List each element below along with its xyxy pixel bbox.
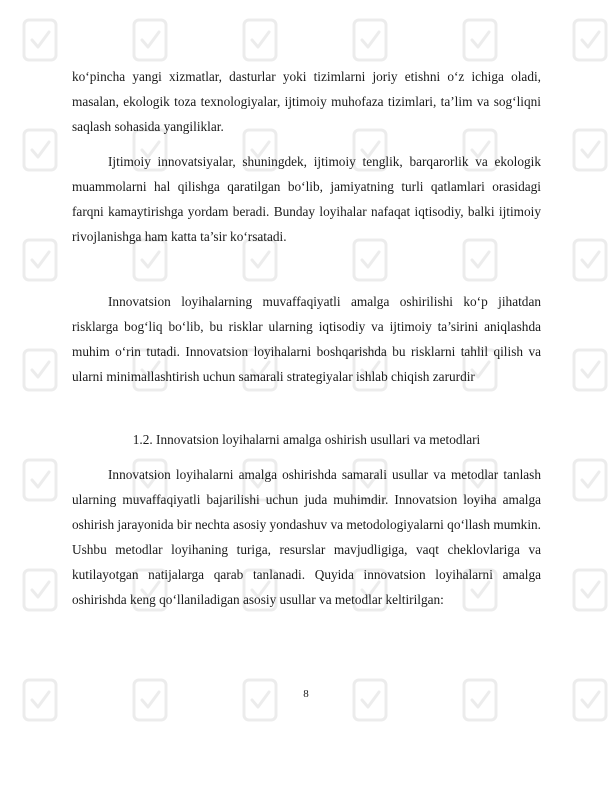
watermark-badge-icon: [24, 350, 56, 390]
watermark-badge-icon: [24, 20, 56, 60]
watermark-badge-icon: [574, 680, 606, 720]
watermark-badge-icon: [134, 680, 166, 720]
watermark-badge-icon: [24, 460, 56, 500]
watermark-badge-icon: [24, 570, 56, 610]
watermark-badge-icon: [464, 20, 496, 60]
paragraph-methods-intro: Innovatsion loyihalarni amalga oshirishda samarali usullar va metodlar tanlash ularning muvaffaqiyatli bajarilishi uchun juda muhimdir. Innovatsion loyiha amalga oshirish jarayonida bir nechta asosiy yondashuv va metodologiyalarni qo‘llash mumkin. Ushbu metodlar loyihaning turiga, resurslar mavjudligiga, vaqt cheklovlariga va kutilayotgan natijalarga qarab tanlanadi. Quyida innovatsion loyihalarni amalga oshirishda keng qo‘llaniladigan asosiy usullar va metodlar keltirilgan:: [72, 467, 541, 607]
paragraph-project-risks: Innovatsion loyihalarning muvaffaqiyatli amalga oshirilishi ko‘p jihatdan risklarga bog‘liq bo‘lib, bu risklar ularning iqtisodiy va ijtimoiy ta’sirini aniqlashda muhim o‘rin tutadi. Innovatsion loyihalarni boshqarishda bu risklarni tahlil qilish va ularni minimallashtirish uchun samarali strategiyalar ishlab chiqish zarurdir: [72, 294, 541, 384]
watermark-badge-icon: [574, 570, 606, 610]
watermark-badge-icon: [244, 680, 276, 720]
watermark-badge-icon: [574, 130, 606, 170]
watermark-badge-icon: [354, 680, 386, 720]
watermark-badge-icon: [134, 20, 166, 60]
watermark-badge-icon: [24, 240, 56, 280]
watermark-badge-icon: [574, 240, 606, 280]
paragraph-continuation: ko‘pincha yangi xizmatlar, dasturlar yoki tizimlarni joriy etishni o‘z ichiga oladi, masalan, ekologik toza texnologiyalar, ijtimoiy muhofaza tizimlari, ta’lim va sog‘liqni saqlash sohasida yangiliklar.: [72, 69, 541, 134]
watermark-badge-icon: [24, 130, 56, 170]
paragraph-social-innovations: Ijtimoiy innovatsiyalar, shuningdek, ijtimoiy tenglik, barqarorlik va ekologik muammolarni hal qilishga qaratilgan bo‘lib, jamiyatning turli qatlamlari orasidagi farqni kamaytirishga yordam beradi. Bunday loyihalar nafaqat iqtisodiy, balki ijtimoiy rivojlanishga ham katta ta’sir ko‘rsatadi.: [72, 154, 541, 244]
watermark-badge-icon: [464, 680, 496, 720]
watermark-badge-icon: [244, 20, 276, 60]
watermark-badge-icon: [24, 680, 56, 720]
watermark-badge-icon: [574, 350, 606, 390]
watermark-badge-icon: [354, 20, 386, 60]
section-heading: 1.2. Innovatsion loyihalarni amalga oshirish usullari va metodlari: [132, 432, 481, 447]
page-body: [72, 64, 541, 612]
watermark-badge-icon: [574, 460, 606, 500]
watermark-badge-icon: [574, 20, 606, 60]
page-number: 8: [303, 688, 309, 700]
